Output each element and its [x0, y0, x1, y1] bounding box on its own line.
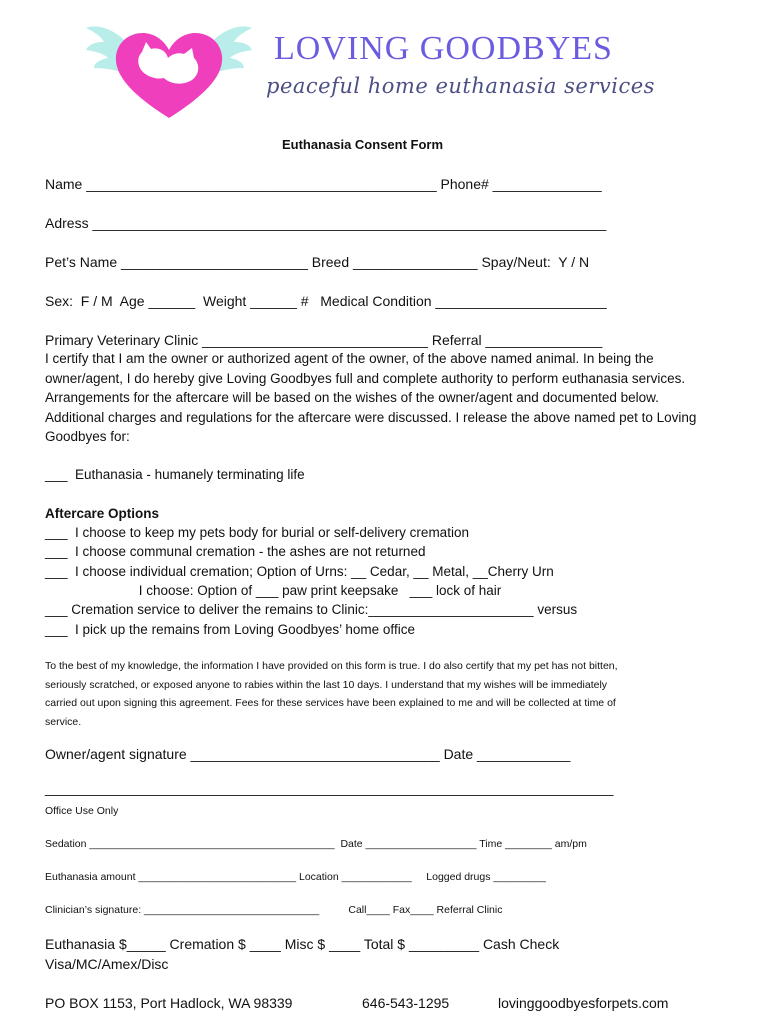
- payment-methods: Visa/MC/Amex/Disc: [45, 956, 169, 972]
- euthanasia-amount-line[interactable]: Euthanasia amount ___________________________ Location ____________ Logged drugs _________: [45, 871, 546, 883]
- name-phone-line[interactable]: Name _____________________________________________ Phone# ______________: [45, 176, 602, 192]
- certify-line: Additional charges and regulations for the aftercare were discussed. I release the above named pet to Loving: [45, 409, 697, 425]
- certify-paragraph: [45, 349, 725, 447]
- footer-address: PO BOX 1153, Port Hadlock, WA 98339: [45, 995, 293, 1011]
- form-title: Euthanasia Consent Form: [281, 137, 444, 152]
- aftercare-option-burial[interactable]: ___ I choose to keep my pets body for burial or self-delivery cremation: [45, 525, 469, 540]
- disclaimer-line: service.: [45, 715, 82, 728]
- office-use-heading: Office Use Only: [45, 805, 119, 817]
- sedation-line[interactable]: Sedation __________________________________________ Date ___________________ Time ________ am/pm: [45, 838, 587, 850]
- certify-line: Arrangements for the aftercare will be based on the wishes of the owner/agent and documented below.: [45, 390, 659, 405]
- euthanasia-option[interactable]: ___ Euthanasia - humanely terminating life: [45, 467, 305, 482]
- aftercare-option-keepsake[interactable]: I choose: Option of ___ paw print keepsake ___ lock of hair: [45, 583, 502, 598]
- pet-name-breed-line[interactable]: Pet’s Name ________________________ Breed ________________ Spay/Neut: Y / N: [45, 254, 590, 270]
- aftercare-heading: Aftercare Options: [45, 506, 160, 521]
- aftercare-option-individual[interactable]: ___ I choose individual cremation; Option of Urns: __ Cedar, __ Metal, __Cherry Urn: [45, 564, 554, 579]
- aftercare-option-pickup[interactable]: ___ I pick up the remains from Loving Goodbyes’ home office: [45, 622, 415, 637]
- disclaimer-line: To the best of my knowledge, the information I have provided on this form is true. I do also certify that my pet has not bitten,: [45, 660, 618, 672]
- disclaimer-line: seriously scratched, or exposed anyone to rabies within the last 10 days. I understand that my wishes will be immediately: [45, 678, 608, 691]
- loving-goodbyes-logo: [84, 18, 254, 122]
- owner-signature-line[interactable]: Owner/agent signature ________________________________ Date ____________: [45, 746, 571, 762]
- certify-line: I certify that I am the owner or authorized agent of the owner, of the above named animal. In being the: [45, 351, 654, 366]
- brand-tagline: peaceful home euthanasia services: [266, 74, 655, 98]
- disclaimer-paragraph: [45, 657, 725, 731]
- certify-line: owner/agent, I do hereby give Loving Goodbyes full and complete authority to perform euthanasia services.: [45, 370, 686, 386]
- brand-name: LOVING GOODBYES: [274, 30, 613, 67]
- footer-phone: 646-543-1295: [362, 995, 450, 1011]
- address-line[interactable]: Adress __________________________________________________________________: [45, 215, 607, 231]
- vet-clinic-referral-line[interactable]: Primary Veterinary Clinic _____________________________ Referral _______________: [45, 332, 603, 348]
- footer-website[interactable]: lovinggoodbyesforpets.com: [498, 995, 669, 1011]
- disclaimer-line: carried out upon signing this agreement. Fees for these services have been explained to me and will be collected at time of: [45, 697, 616, 709]
- certify-line: Goodbyes for:: [45, 429, 130, 444]
- aftercare-option-communal[interactable]: ___ I choose communal cremation - the ashes are not returned: [45, 544, 426, 559]
- totals-line[interactable]: Euthanasia $_____ Cremation $ ____ Misc $ ____ Total $ _________ Cash Check: [45, 936, 560, 952]
- sex-age-weight-line[interactable]: Sex: F / M Age ______ Weight ______ # Medical Condition ______________________: [45, 293, 607, 309]
- clinician-signature-line[interactable]: Clinician’s signature: ______________________________ Call____ Fax____ Referral Clinic: [45, 904, 503, 916]
- separator-line: _________________________________________________________________________: [45, 780, 614, 796]
- aftercare-option-clinic-delivery[interactable]: ___ Cremation service to deliver the remains to Clinic:______________________ versus: [45, 602, 578, 617]
